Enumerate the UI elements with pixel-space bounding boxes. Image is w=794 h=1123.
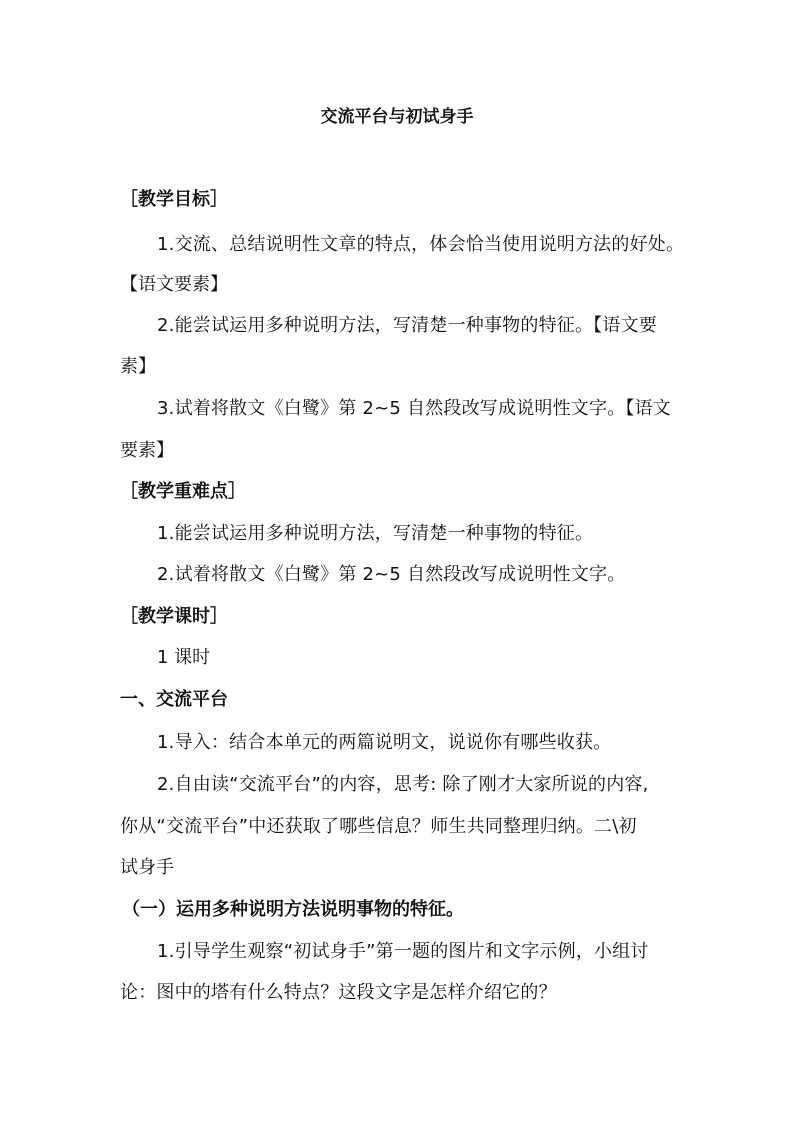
goal-line-1: 1.交流、总结说明性文章的特点，体会恰当使用说明方法的好处。 (157, 234, 685, 255)
exchange-step-2: 2.自由读“交流平台”的内容，思考: 除了刚才大家所说的内容, (157, 774, 649, 795)
language-element-tag: 【语文要素】 (120, 274, 228, 295)
goal-line-2: 2.能尝试运用多种说明方法，写清楚一种事物的特征。【语文要 (157, 315, 657, 336)
class-hours-value: 1 课时 (157, 647, 211, 668)
goal-line-3: 3.试着将散文《白鹭》第 2~5 自然段改写成说明性文字。【语文 (157, 398, 672, 419)
section-heading-exchange-platform: 一、交流平台 (120, 689, 228, 710)
practice-step-1-continued: 论：图中的塔有什么特点？这段文字是怎样介绍它的？ (120, 982, 557, 1003)
exchange-step-2-continued: 你从“交流平台”中还获取了哪些信息？师生共同整理归纳。二\初 (120, 816, 637, 837)
heading-class-hours: ［教学课时］ (120, 606, 228, 627)
exchange-step-1: 1.导入：结合本单元的两篇说明文，说说你有哪些收获。 (157, 732, 612, 753)
key-point-2: 2.试着将散文《白鹭》第 2~5 自然段改写成说明性文字。 (157, 564, 626, 585)
key-point-1: 1.能尝试运用多种说明方法，写清楚一种事物的特征。 (157, 523, 594, 544)
document-title: 交流平台与初试身手 (320, 107, 474, 127)
practice-step-1: 1.引导学生观察“初试身手”第一题的图片和文字示例，小组讨 (157, 941, 649, 962)
heading-teaching-goals: ［教学目标］ (120, 189, 228, 210)
goal-line-3-continued: 要素】 (120, 440, 174, 461)
goal-line-2-continued: 素】 (120, 356, 156, 377)
subsection-heading-explanation-methods: （一）运用多种说明方法说明事物的特征。 (122, 899, 464, 920)
heading-key-points: ［教学重难点］ (120, 481, 246, 502)
exchange-step-2-continued-2: 试身手 (120, 857, 174, 878)
